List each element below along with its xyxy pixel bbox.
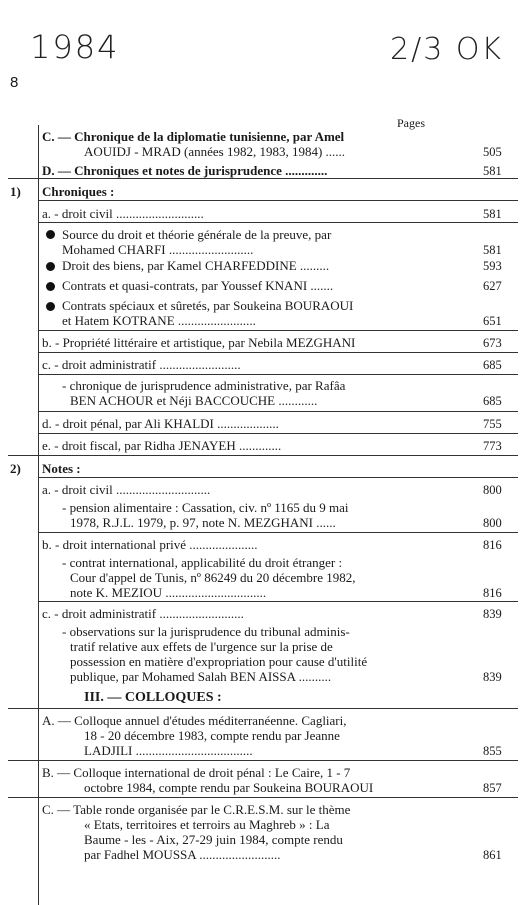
divider	[38, 433, 518, 434]
entry-n-observations-cont: tratif relative aux effets de l'urgence sur la prise de	[70, 639, 333, 654]
section-1-title: Chroniques :	[42, 184, 115, 199]
entry-a-civil: a. - droit civil ...........................	[42, 206, 204, 221]
pages-column-header: Pages	[397, 116, 425, 130]
entry-b3: Contrats et quasi-contrats, par Youssef KNANI .......	[62, 278, 334, 293]
entry-b-propriete: b. - Propriété littéraire et artistique, par Nebila MEZGHANI	[42, 335, 356, 350]
divider	[38, 601, 518, 602]
entry-e-fiscal: e. - droit fiscal, par Ridha JENAYEH .............	[42, 438, 282, 453]
entry-d-chroniques: D. — Chroniques et notes de jurisprudence .............	[42, 163, 328, 178]
entry-b1-cont: Mohamed CHARFI ..........................	[62, 242, 254, 257]
page-ref: 816	[483, 538, 502, 552]
page-ref: 857	[483, 781, 502, 795]
divider	[38, 411, 518, 412]
section-2-title: Notes :	[42, 461, 81, 476]
entry-n-c-admin: c. - droit administratif ..........................	[42, 606, 244, 621]
page-ref: 581	[483, 164, 502, 178]
entry-n-observations: - observations sur la jurisprudence du tribunal adminis-	[62, 624, 350, 639]
divider	[38, 477, 518, 478]
divider	[38, 352, 518, 353]
handwritten-year: 1984	[30, 28, 120, 66]
entry-colloque-c-cont: « Etats, territoires et terroirs au Maghreb » : La	[84, 817, 330, 832]
entry-colloque-c-cont: Baume - les - Aix, 27-29 juin 1984, compte rendu	[84, 832, 343, 847]
entry-n-b-intl: b. - droit international privé .....................	[42, 537, 258, 552]
entry-n-contrat-cont: note K. MEZIOU ...............................	[70, 585, 267, 600]
entry-b4-cont: et Hatem KOTRANE ........................	[62, 313, 256, 328]
divider	[38, 374, 518, 375]
section-1-label: 1)	[10, 184, 21, 199]
left-column-rule	[38, 125, 39, 905]
entry-n-pension-cont: 1978, R.J.L. 1979, p. 97, note N. MEZGHANI ......	[70, 515, 336, 530]
page-ref: 673	[483, 336, 502, 350]
divider	[8, 797, 518, 798]
entry-b1: Source du droit et théorie générale de la preuve, par	[62, 227, 332, 242]
divider	[38, 532, 518, 533]
divider	[38, 200, 518, 201]
divider	[8, 760, 518, 761]
page-ref: 839	[483, 607, 502, 621]
bullet-icon	[46, 282, 55, 291]
entry-colloque-a-cont: 18 - 20 décembre 1983, compte rendu par Jeanne	[84, 728, 340, 743]
entry-colloque-c: C. — Table ronde organisée par le C.R.E.S.M. sur le thème	[42, 802, 351, 817]
bullet-icon	[46, 230, 55, 239]
page-ref: 800	[483, 483, 502, 497]
entry-colloque-b-cont: octobre 1984, compte rendu par Soukeina BOURAOUI	[84, 780, 374, 795]
page-ref: 800	[483, 516, 502, 530]
entry-colloque-c-cont: par Fadhel MOUSSA .........................	[84, 847, 281, 862]
entry-b4: Contrats spéciaux et sûretés, par Soukeina BOURAOUI	[62, 298, 354, 313]
entry-c-chronique-cont: AOUIDJ - MRAD (années 1982, 1983, 1984) ......	[84, 144, 346, 159]
entry-colloque-a: A. — Colloque annuel d'études méditerranéenne. Cagliari,	[42, 713, 347, 728]
page-ref: 855	[483, 744, 502, 758]
divider	[8, 455, 518, 456]
page-ref: 861	[483, 848, 502, 862]
entry-c-chronique: C. — Chronique de la diplomatie tunisienne, par Amel	[42, 129, 345, 144]
bullet-icon	[46, 262, 55, 271]
top-rule	[8, 178, 518, 179]
page-ref: 685	[483, 358, 502, 372]
page-ref: 627	[483, 279, 502, 293]
page-ref: 685	[483, 394, 502, 408]
divider	[8, 708, 518, 709]
entry-n-observations-cont: possession en matière d'expropriation pour cause d'utilité	[70, 654, 368, 669]
entry-n-a-civil: a. - droit civil .............................	[42, 482, 211, 497]
page-ref: 581	[483, 207, 502, 221]
entry-c-chronique-admin-cont: BEN ACHOUR et Néji BACCOUCHE ............	[70, 393, 318, 408]
entry-n-contrat-cont: Cour d'appel de Tunis, nº 86249 du 20 décembre 1982,	[70, 570, 356, 585]
page-ref: 755	[483, 417, 502, 431]
entry-n-observations-cont: publique, par Mohamed Salah BEN AISSA ..........	[70, 669, 332, 684]
page-ref: 816	[483, 586, 502, 600]
page-ref: 773	[483, 439, 502, 453]
entry-c-chronique-admin: - chronique de jurisprudence administrative, par Rafâa	[62, 378, 346, 393]
divider	[38, 222, 518, 223]
section-3-title: III. — COLLOQUES :	[84, 690, 222, 705]
divider	[38, 330, 518, 331]
page-ref: 651	[483, 314, 502, 328]
entry-c-admin: c. - droit administratif .........................	[42, 357, 241, 372]
page-ref: 505	[483, 145, 502, 159]
page-ref: 839	[483, 670, 502, 684]
section-2-label: 2)	[10, 461, 21, 476]
page-number: 8	[10, 74, 19, 91]
handwritten-note: 2/3 OK	[390, 32, 504, 67]
entry-b2: Droit des biens, par Kamel CHARFEDDINE .........	[62, 258, 330, 273]
page-ref: 593	[483, 259, 502, 273]
entry-colloque-a-cont: LADJILI ....................................	[84, 743, 253, 758]
entry-d-penal: d. - droit pénal, par Ali KHALDI ...................	[42, 416, 279, 431]
page-ref: 581	[483, 243, 502, 257]
entry-colloque-b: B. — Colloque international de droit pénal : Le Caire, 1 - 7	[42, 765, 351, 780]
entry-n-contrat: - contrat international, applicabilité du droit étranger :	[62, 555, 343, 570]
bullet-icon	[46, 302, 55, 311]
entry-n-pension: - pension alimentaire : Cassation, civ. nº 1165 du 9 mai	[62, 500, 349, 515]
